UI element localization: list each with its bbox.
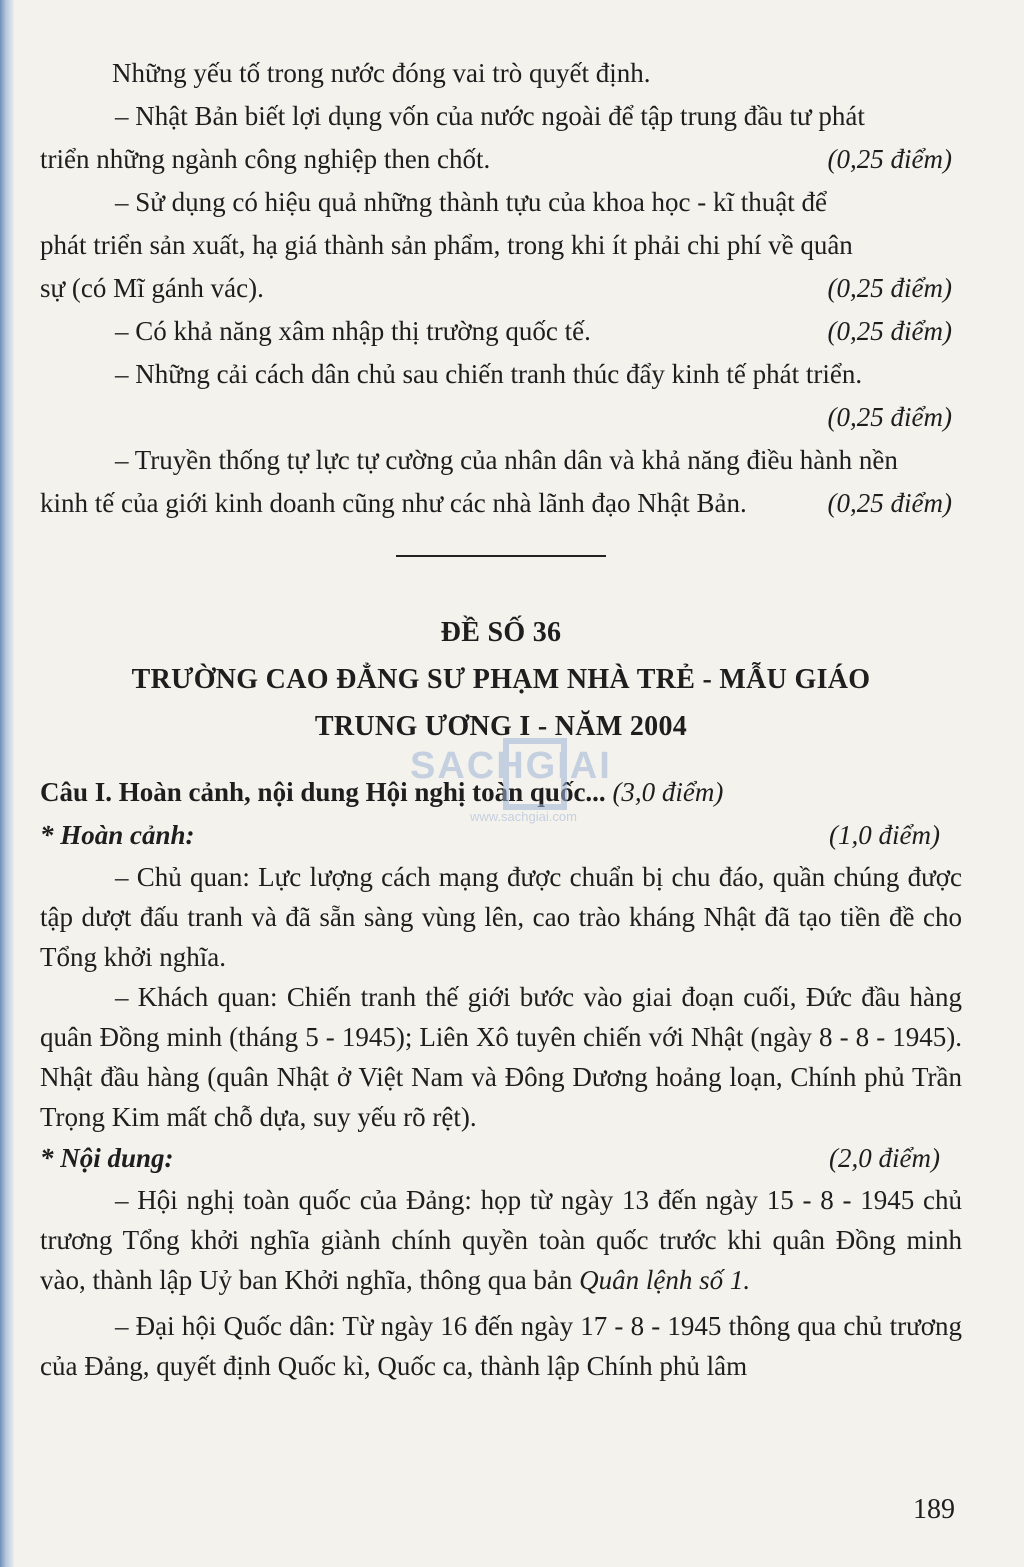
- item5-row: [40, 482, 962, 525]
- content-conference-italic: Quân lệnh số 1.: [579, 1265, 751, 1295]
- item2-row: [40, 267, 962, 310]
- item2-line3: sự (có Mĩ gánh vác).: [40, 273, 264, 303]
- context-score: (1,0 điểm): [829, 820, 940, 850]
- context-subjective: – Chủ quan: Lực lượng cách mạng được chuẩn bị chu đáo, quần chúng được tập dượt đấu tranh và đã sẵn sàng vùng lên, cao trào kháng Nhật đã tạo tiền đề cho Tổng khởi nghĩa.: [40, 862, 962, 972]
- section-divider: [396, 555, 606, 557]
- watermark-url: www.sachgiai.com: [470, 809, 577, 824]
- item3-row: [40, 310, 962, 353]
- school-name-heading: TRƯỜNG CAO ĐẲNG SƯ PHẠM NHÀ TRẺ - MẪU GIÁO: [131, 664, 871, 695]
- question-title-score: (3,0 điểm): [612, 777, 724, 807]
- question-title: Câu I. Hoàn cảnh, nội dung Hội nghị toàn quốc...: [40, 777, 606, 807]
- item5-line1: – Truyền thống tự lực tự cường của nhân dân và khả năng điều hành nền: [115, 445, 898, 475]
- intro-line: Những yếu tố trong nước đóng vai trò quyết định.: [112, 58, 651, 88]
- item2-score: (0,25 điểm): [827, 273, 952, 303]
- context-objective: – Khách quan: Chiến tranh thế giới bước vào giai đoạn cuối, Đức đầu hàng quân Đồng minh (tháng 5 - 1945); Liên Xô tuyên chiến với Nhật (ngày 8 - 8 - 1945). Nhật đầu hàng (quân Nhật ở Việt Nam và Đông Dương hoảng loạn, Chính phủ Trần Trọng Kim mất chỗ dựa, suy yếu rõ rệt).: [40, 982, 962, 1132]
- content-label: * Nội dung:: [40, 1143, 174, 1173]
- item2-line2: phát triển sản xuất, hạ giá thành sản phẩm, trong khi ít phải chi phí về quân: [40, 230, 853, 260]
- watermark: [410, 735, 610, 825]
- content-score: (2,0 điểm): [829, 1143, 940, 1173]
- item4-score-row: [40, 396, 962, 439]
- item3-score: (0,25 điểm): [827, 316, 952, 346]
- item3-text: – Có khả năng xâm nhập thị trường quốc tế.: [115, 316, 591, 346]
- item1-score: (0,25 điểm): [827, 144, 952, 174]
- exam-number-heading: ĐỀ SỐ 36: [440, 617, 562, 648]
- content-header-row: [40, 1137, 962, 1180]
- page-number: 189: [913, 1494, 955, 1525]
- item5-line2: kinh tế của giới kinh doanh cũng như các nhà lãnh đạo Nhật Bản.: [40, 488, 747, 518]
- item1-line2: triển những ngành công nghiệp then chốt.: [40, 144, 491, 174]
- item4-score: (0,25 điểm): [827, 402, 952, 432]
- context-label: * Hoàn cảnh:: [40, 820, 195, 850]
- item4-text: – Những cải cách dân chủ sau chiến tranh thúc đẩy kinh tế phát triển.: [115, 359, 863, 389]
- content-congress: – Đại hội Quốc dân: Từ ngày 16 đến ngày 17 - 8 - 1945 thông qua chủ trương của Đảng, quyết định Quốc kì, Quốc ca, thành lập Chính phủ lâm: [40, 1311, 962, 1381]
- document-page: [40, 52, 962, 1386]
- item2-line1: – Sử dụng có hiệu quả những thành tựu của khoa học - kĩ thuật để: [115, 187, 828, 217]
- item5-score: (0,25 điểm): [827, 488, 952, 518]
- content-conference: [40, 1180, 962, 1300]
- watermark-text: SACHGIAI: [410, 745, 612, 787]
- item1-line1: – Nhật Bản biết lợi dụng vốn của nước ngoài để tập trung đầu tư phát: [115, 101, 865, 131]
- content-conference-text: – Hội nghị toàn quốc của Đảng: họp từ ngày 13 đến ngày 15 - 8 - 1945 chủ trương Tổng khởi nghĩa giành chính quyền toàn quốc trước khi quân Đồng minh vào, thành lập Uỷ ban Khởi nghĩa, thông qua bản: [40, 1185, 962, 1295]
- school-year-heading: TRUNG ƯƠNG I - NĂM 2004: [314, 711, 688, 742]
- item1-row: [40, 138, 962, 181]
- page-binding-edge: [0, 0, 14, 1567]
